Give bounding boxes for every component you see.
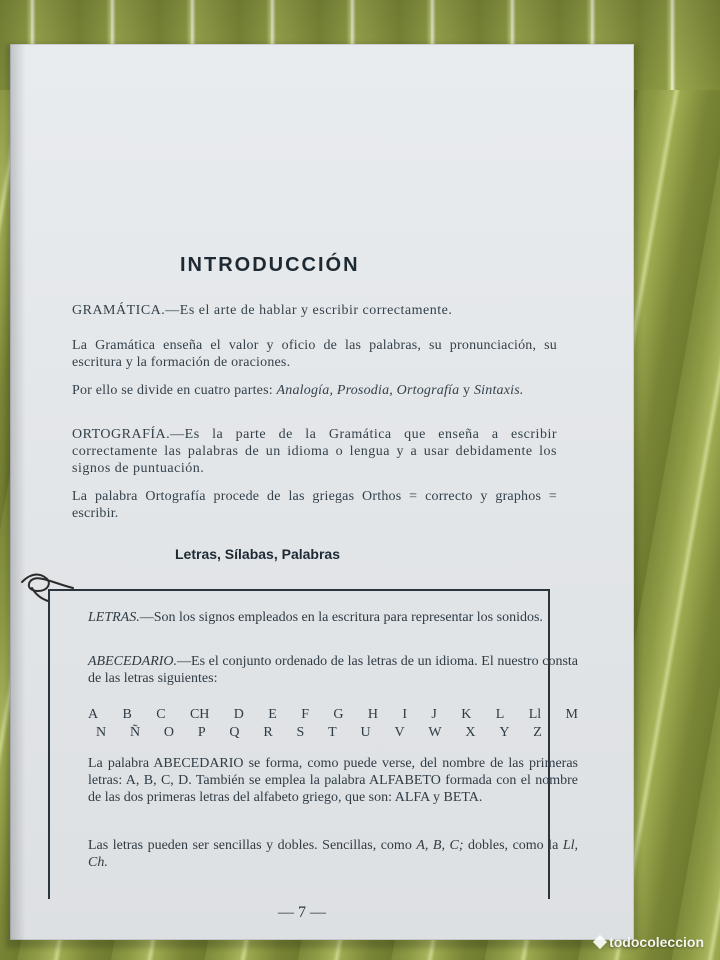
alphabet-letter: L [495, 707, 505, 722]
paragraph-gramatica-text: Es el arte de hablar y escribir correctamente. [179, 303, 453, 318]
box-letter-types-paragraph [88, 837, 578, 871]
watermark-logo-icon [593, 935, 607, 949]
paragraph-divisions-mid: y [459, 383, 474, 398]
alphabet-letter: J [431, 707, 437, 722]
alphabet-letter: C [156, 707, 166, 722]
alphabet-letter: E [268, 707, 277, 722]
paragraph-ortografia-prefix: ORTOGRAFÍA.— [72, 427, 185, 442]
alphabet-letter: N [96, 725, 107, 740]
alphabet-letter: R [263, 725, 273, 740]
alphabet-row-1 [88, 707, 578, 723]
page-number: — 7 — [278, 904, 326, 921]
alphabet-letter: D [233, 707, 244, 722]
paragraph-divisions-text: Por ello se divide en cuatro partes: [72, 383, 277, 398]
alphabet-letter: F [301, 707, 309, 722]
alphabet-letter: X [465, 725, 476, 740]
box-letter-types-text-1: Las letras pueden ser sencillas y dobles. Sencillas, como [88, 838, 417, 853]
box-letter-types-italic-2: Ll, Ch. [88, 838, 578, 870]
alphabet-letter: A [88, 707, 99, 722]
paragraph-grammar-role: La Gramática enseña el valor y oficio de las palabras, su pronunciación, su escritura y la formación de oraciones. [72, 338, 557, 370]
box-letter-types-italic-1: A, B, C; [416, 838, 464, 853]
alphabet-letter: Y [499, 725, 510, 740]
alphabet-letter: V [394, 725, 405, 740]
watermark-label: todocoleccion [609, 934, 704, 950]
paragraph-divisions-italic-2: Sintaxis. [473, 383, 524, 398]
alphabet-letter: Ñ [129, 725, 141, 740]
paragraph-ortografia-origin: La palabra Ortografía procede de las griegas Orthos = correcto y graphos = escribir. [72, 489, 557, 521]
book-page [10, 44, 634, 940]
box-abecedario-explanation: La palabra ABECEDARIO se forma, como puede verse, del nombre de las primeras letras: A, B, C, D. También se emplea la palabra ALFABETO formada con el nombre de las dos primeras letras del alfabeto griego, que son: ALFA y BETA. [88, 756, 578, 805]
box-letras-paragraph [88, 609, 578, 626]
alphabet-letter: I [402, 707, 408, 722]
paragraph-ortografia [72, 426, 557, 477]
box-letras-text: —Son los signos empleados en la escritura para representar los sonidos. [139, 610, 543, 625]
letters-box [48, 589, 578, 899]
paragraph-divisions [72, 382, 557, 399]
alphabet-letter: CH [189, 707, 210, 722]
alphabet-letter: G [333, 707, 344, 722]
alphabet-letter: O [163, 725, 174, 740]
box-abecedario-paragraph [88, 653, 578, 687]
alphabet-letter: S [296, 725, 305, 740]
section-subtitle: Letras, Sílabas, Palabras [175, 546, 340, 562]
alphabet-letter: Ll [528, 707, 542, 722]
paragraph-divisions-italic-1: Analogía, Prosodia, Ortografía [276, 383, 460, 398]
watermark [595, 934, 704, 950]
box-letter-types-text-2: dobles, como la [463, 838, 563, 853]
box-abecedario-text: —Es el conjunto ordenado de las letras de un idioma. El nuestro consta de las letras siguientes: [88, 654, 578, 686]
paragraph-gramatica-prefix: GRAMÁTICA.— [72, 303, 180, 318]
box-letras-prefix: LETRAS. [88, 610, 140, 625]
page-spine [10, 44, 26, 940]
alphabet-letter: B [122, 707, 132, 722]
alphabet-letter: T [328, 725, 337, 740]
alphabet-letter: M [565, 707, 578, 722]
alphabet-letter: W [428, 725, 442, 740]
alphabet-letter: H [367, 707, 378, 722]
alphabet-letter: K [461, 707, 472, 722]
paragraph-gramatica [72, 302, 557, 319]
alphabet-letter: U [360, 725, 371, 740]
alphabet-letter: P [197, 725, 206, 740]
paragraph-ortografia-text: Es la parte de la Gramática que enseña a escribir correctamente las palabras de un idioma o lengua y a usar debidamente los signos de puntuación. [72, 427, 557, 476]
alphabet-letter: Z [533, 725, 542, 740]
alphabet-letter: Q [229, 725, 240, 740]
box-abecedario-prefix: ABECEDARIO. [88, 654, 178, 669]
page-title: INTRODUCCIÓN [180, 254, 360, 276]
alphabet-row-2 [96, 725, 542, 741]
